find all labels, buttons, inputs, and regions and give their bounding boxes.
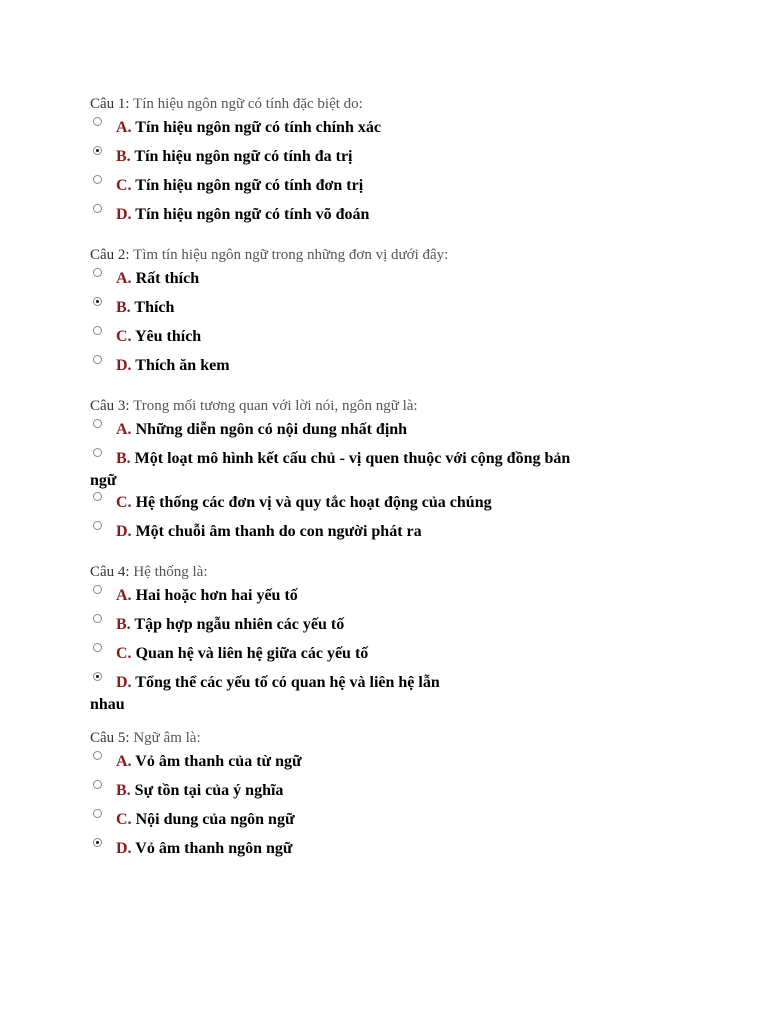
option-d[interactable]	[90, 521, 690, 550]
option-d[interactable]	[90, 204, 690, 233]
option-d[interactable]	[90, 672, 690, 716]
question-text: Tìm tín hiệu ngôn ngữ trong những đơn vị dưới đây:	[133, 247, 449, 263]
option-text: Sự tồn tại của ý nghĩa	[134, 782, 284, 799]
option-letter: C.	[116, 811, 132, 828]
radio-button-selected[interactable]	[93, 672, 102, 681]
question-prompt	[90, 726, 690, 751]
question-number: Câu 3:	[90, 398, 130, 414]
option-letter: C.	[116, 328, 132, 345]
option-text-continuation: ngữ	[90, 472, 117, 489]
option-letter: A.	[116, 753, 132, 770]
radio-button[interactable]	[93, 614, 102, 623]
option-text: Tập hợp ngẫu nhiên các yếu tố	[134, 616, 345, 633]
option-a[interactable]	[90, 268, 690, 297]
option-letter: B.	[116, 148, 131, 165]
option-text: Nội dung của ngôn ngữ	[135, 811, 295, 828]
option-text: Thích	[134, 299, 175, 316]
question-text: Trong mối tương quan với lời nói, ngôn ngữ là:	[133, 398, 418, 414]
option-letter: D.	[116, 357, 132, 374]
question-number: Câu 5:	[90, 730, 130, 746]
option-c[interactable]	[90, 492, 690, 521]
option-letter: A.	[116, 119, 132, 136]
question-3	[90, 394, 690, 550]
option-text: Yêu thích	[134, 328, 202, 345]
option-a[interactable]	[90, 419, 690, 448]
option-text-continuation: nhau	[90, 696, 125, 713]
option-d[interactable]	[90, 838, 690, 867]
option-d[interactable]	[90, 355, 690, 384]
question-prompt	[90, 394, 690, 419]
question-1	[90, 92, 690, 233]
radio-button[interactable]	[93, 419, 102, 428]
option-a[interactable]	[90, 585, 690, 614]
option-text: Rất thích	[135, 270, 200, 287]
radio-button[interactable]	[93, 448, 102, 457]
radio-button[interactable]	[93, 268, 102, 277]
option-letter: D.	[116, 840, 132, 857]
option-text: Quan hệ và liên hệ giữa các yếu tố	[135, 645, 369, 662]
radio-button[interactable]	[93, 117, 102, 126]
option-letter: A.	[116, 587, 132, 604]
option-text: Tổng thể các yếu tố có quan hệ và liên hệ lẫn	[135, 674, 440, 691]
quiz-list	[90, 92, 690, 877]
question-number: Câu 2:	[90, 247, 130, 263]
option-text: Tín hiệu ngôn ngữ có tính võ đoán	[135, 206, 370, 223]
question-4	[90, 560, 690, 716]
option-letter: A.	[116, 421, 132, 438]
question-text: Tín hiệu ngôn ngữ có tính đặc biệt do:	[133, 96, 363, 112]
radio-button[interactable]	[93, 355, 102, 364]
radio-button[interactable]	[93, 585, 102, 594]
option-letter: B.	[116, 616, 131, 633]
option-c[interactable]	[90, 175, 690, 204]
radio-button-selected[interactable]	[93, 838, 102, 847]
question-text: Hệ thống là:	[133, 564, 208, 580]
option-b[interactable]	[90, 614, 690, 643]
option-letter: D.	[116, 206, 132, 223]
radio-button-selected[interactable]	[93, 146, 102, 155]
option-a[interactable]	[90, 751, 690, 780]
option-b[interactable]	[90, 297, 690, 326]
option-b[interactable]	[90, 146, 690, 175]
radio-button[interactable]	[93, 643, 102, 652]
option-text: Tín hiệu ngôn ngữ có tính chính xác	[135, 119, 381, 136]
question-5	[90, 726, 690, 867]
option-text: Một chuỗi âm thanh do con người phát ra	[135, 523, 422, 540]
option-text: Vỏ âm thanh ngôn ngữ	[135, 840, 293, 857]
radio-button[interactable]	[93, 204, 102, 213]
option-c[interactable]	[90, 326, 690, 355]
option-letter: C.	[116, 177, 132, 194]
option-letter: C.	[116, 494, 132, 511]
question-prompt	[90, 243, 690, 268]
radio-button[interactable]	[93, 492, 102, 501]
option-letter: B.	[116, 782, 131, 799]
radio-button[interactable]	[93, 751, 102, 760]
option-text: Hai hoặc hơn hai yếu tố	[135, 587, 298, 604]
option-letter: D.	[116, 674, 132, 691]
option-c[interactable]	[90, 809, 690, 838]
option-text: Tín hiệu ngôn ngữ có tính đa trị	[134, 148, 353, 165]
radio-button[interactable]	[93, 326, 102, 335]
option-text: Tín hiệu ngôn ngữ có tính đơn trị	[135, 177, 364, 194]
radio-button[interactable]	[93, 809, 102, 818]
option-letter: D.	[116, 523, 132, 540]
question-text: Ngữ âm là:	[133, 730, 201, 746]
option-c[interactable]	[90, 643, 690, 672]
question-prompt	[90, 560, 690, 585]
option-letter: A.	[116, 270, 132, 287]
option-text: Vỏ âm thanh của từ ngữ	[135, 753, 302, 770]
radio-button[interactable]	[93, 175, 102, 184]
option-b[interactable]	[90, 780, 690, 809]
option-letter: C.	[116, 645, 132, 662]
option-letter: B.	[116, 450, 131, 467]
option-text: Những diễn ngôn có nội dung nhất định	[135, 421, 408, 438]
option-text: Hệ thống các đơn vị và quy tắc hoạt động của chúng	[135, 494, 492, 511]
option-text: Một loạt mô hình kết cấu chủ - vị quen thuộc với cộng đồng bản	[134, 450, 571, 467]
question-2	[90, 243, 690, 384]
radio-button-selected[interactable]	[93, 297, 102, 306]
option-b[interactable]	[90, 448, 690, 492]
radio-button[interactable]	[93, 521, 102, 530]
question-prompt	[90, 92, 690, 117]
option-a[interactable]	[90, 117, 690, 146]
option-letter: B.	[116, 299, 131, 316]
radio-button[interactable]	[93, 780, 102, 789]
option-text: Thích ăn kem	[135, 357, 230, 374]
question-number: Câu 4:	[90, 564, 130, 580]
question-number: Câu 1:	[90, 96, 130, 112]
